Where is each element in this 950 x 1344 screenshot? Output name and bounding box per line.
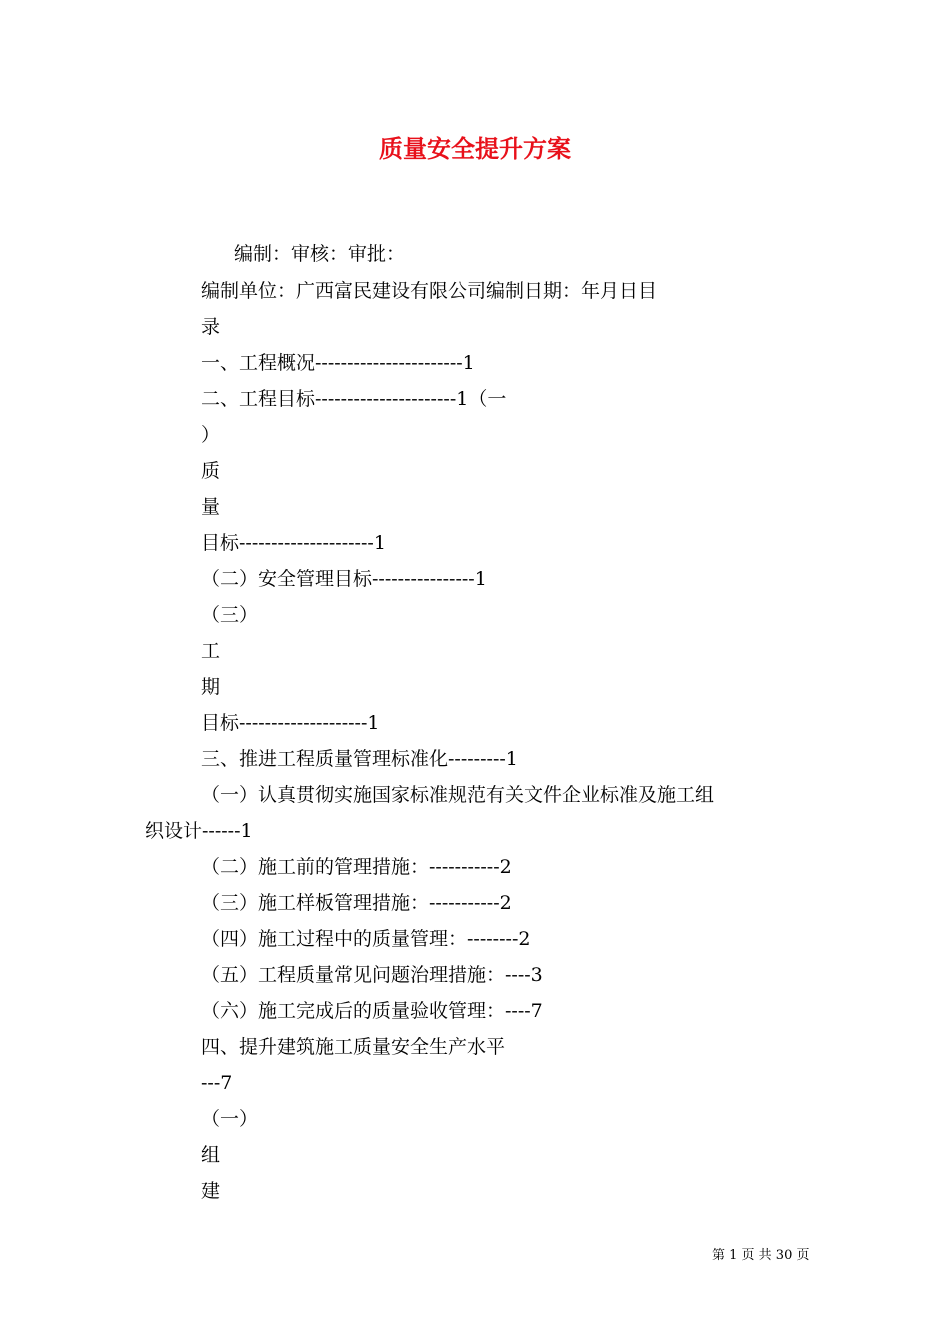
toc-entry-fragment: （三）: [201, 604, 259, 626]
toc-entry: （二）施工前的管理措施：-----------2: [201, 856, 512, 878]
toc-entry-fragment: 质: [201, 460, 221, 482]
toc-entry-fragment: 组: [201, 1144, 221, 1166]
toc-entry: 四、提升建筑施工质量安全生产水平: [201, 1036, 506, 1058]
organization-date-line: 编制单位：广西富民建设有限公司编制日期：年月日目: [201, 280, 658, 302]
toc-heading-tail: 录: [201, 316, 221, 338]
toc-entry: （三）施工样板管理措施：-----------2: [201, 892, 512, 914]
toc-entry-fragment: 量: [201, 496, 221, 518]
toc-entry: （四）施工过程中的质量管理：--------2: [201, 928, 531, 950]
page-title: 质量安全提升方案: [379, 134, 571, 163]
toc-entry-fragment: 工: [201, 640, 221, 662]
toc-entry: 目标---------------------1: [201, 532, 386, 554]
toc-entry-continuation: ---7: [201, 1072, 233, 1094]
toc-entry: 二、工程目标----------------------1（一: [201, 388, 507, 410]
toc-entry-fragment: 建: [201, 1180, 221, 1202]
prepared-reviewed-approved-line: 编制：审核：审批：: [234, 243, 406, 265]
toc-entry: （五）工程质量常见问题治理措施：----3: [201, 964, 543, 986]
toc-entry: （六）施工完成后的质量验收管理：----7: [201, 1000, 543, 1022]
toc-entry-fragment: 期: [201, 676, 221, 698]
toc-entry: （二）安全管理目标----------------1: [201, 568, 487, 590]
toc-entry: （一）认真贯彻实施国家标准规范有关文件企业标准及施工组: [201, 784, 715, 806]
toc-entry: 一、工程概况-----------------------1: [201, 352, 475, 374]
toc-entry-continuation: 织设计------1: [145, 820, 253, 842]
toc-entry: 三、推进工程质量管理标准化---------1: [201, 748, 518, 770]
toc-entry-fragment: ）: [201, 424, 221, 446]
page-number-footer: 第 1 页 共 30 页: [712, 1248, 810, 1263]
toc-entry: 目标--------------------1: [201, 712, 380, 734]
toc-entry-fragment: （一）: [201, 1108, 259, 1130]
